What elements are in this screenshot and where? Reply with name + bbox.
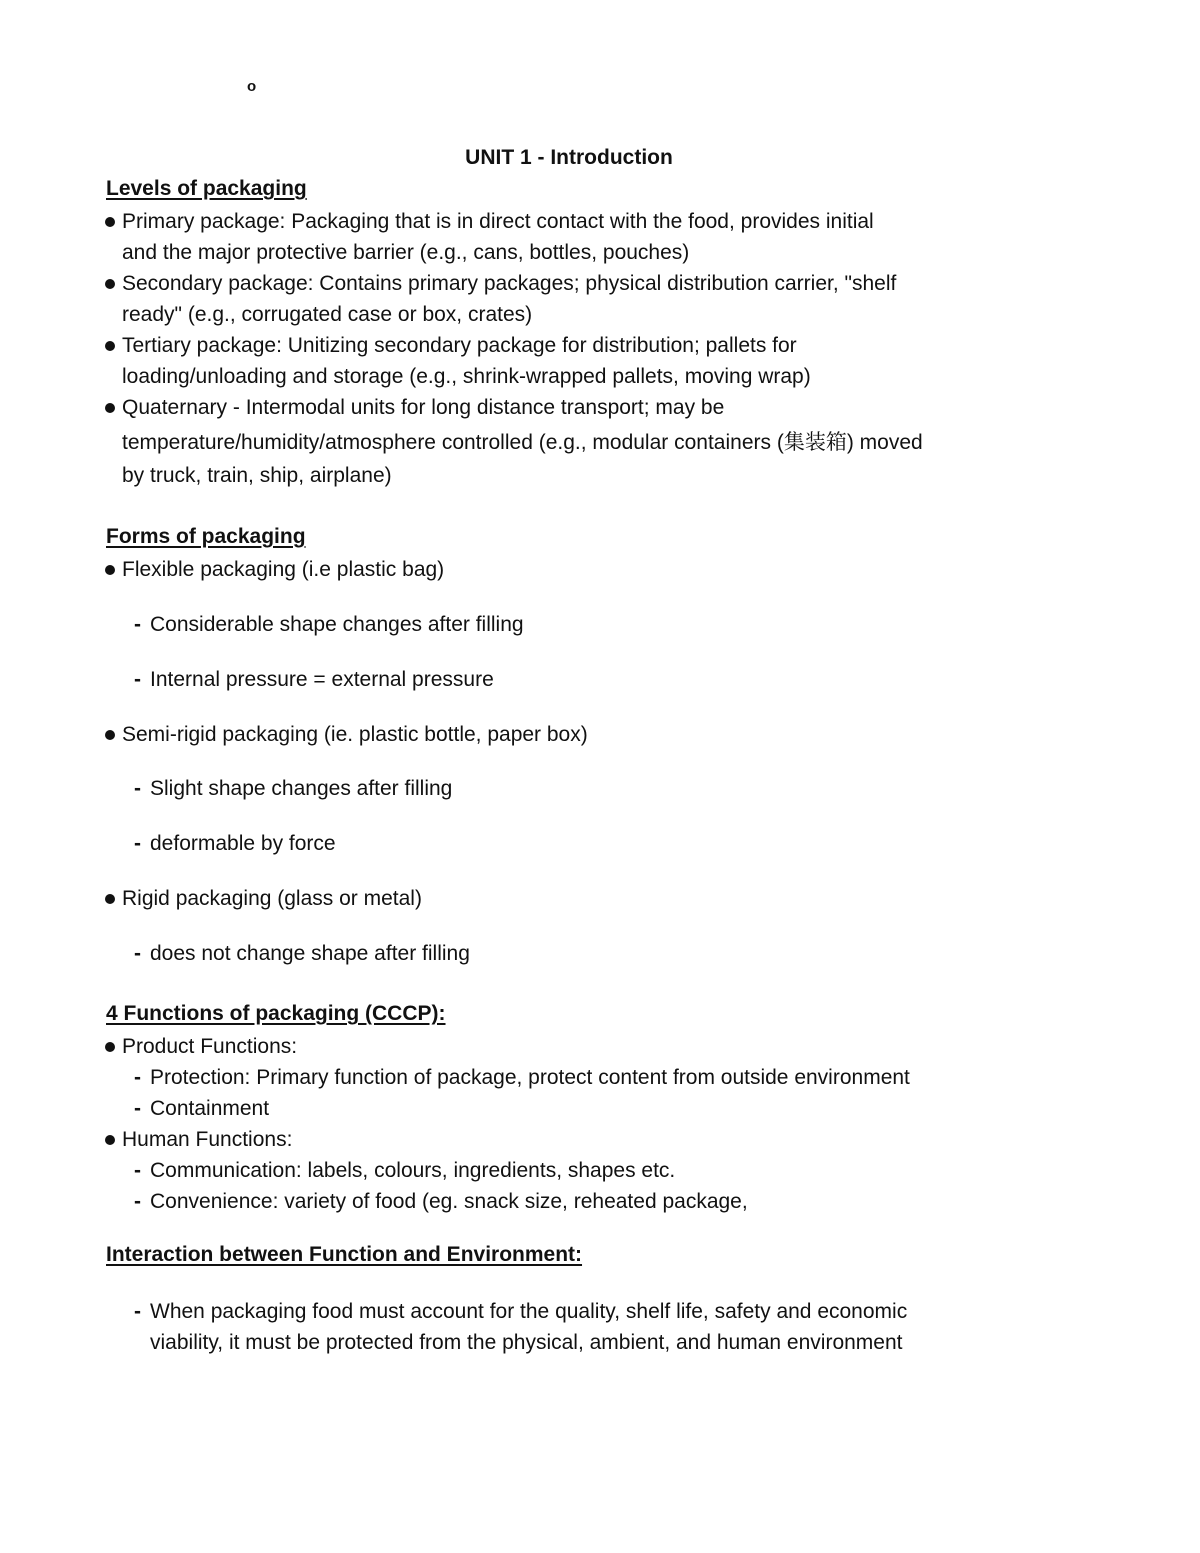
dash-icon: - [134,1300,141,1323]
dash-icon: - [134,777,141,800]
section-heading-levels: Levels of packaging [106,177,307,200]
functions-item-product: Product Functions: [122,1035,298,1058]
bullet-icon [105,894,115,904]
page-title: UNIT 1 - Introduction [465,146,673,169]
functions-item-human: Human Functions: [122,1128,293,1151]
bullet-icon [105,279,115,289]
functions-human-sub-1: Communication: labels, colours, ingredients, shapes etc. [150,1159,676,1182]
section-heading-forms: Forms of packaging [106,525,306,548]
section-heading-functions: 4 Functions of packaging (CCCP): [106,1002,446,1025]
forms-flexible-sub-2: Internal pressure = external pressure [150,668,494,691]
functions-product-sub-2: Containment [150,1097,270,1120]
levels-item-quaternary-line-2: temperature/humidity/atmosphere controlled (e.g., modular containers (集装箱) moved [122,431,923,454]
forms-item-semi-rigid: Semi-rigid packaging (ie. plastic bottle, paper box) [122,723,588,746]
dash-icon: - [134,942,141,965]
dash-icon: - [134,1159,141,1182]
levels-item-quaternary-line-1: Quaternary - Intermodal units for long distance transport; may be [122,396,725,419]
forms-flexible-sub-1: Considerable shape changes after filling [150,613,524,636]
bullet-icon [105,565,115,575]
interaction-line-1: When packaging food must account for the quality, shelf life, safety and economic [150,1300,908,1323]
bullet-icon [105,1042,115,1052]
levels-item-quaternary-line-3: by truck, train, ship, airplane) [122,464,392,487]
bullet-icon [105,341,115,351]
forms-item-rigid: Rigid packaging (glass or metal) [122,887,422,910]
levels-item-tertiary-line-2: loading/unloading and storage (e.g., shrink-wrapped pallets, moving wrap) [122,365,811,388]
levels-item-primary-line-1: Primary package: Packaging that is in direct contact with the food, provides initial [122,210,874,233]
dash-icon: - [134,1097,141,1120]
forms-item-flexible: Flexible packaging (i.e plastic bag) [122,558,445,581]
dash-icon: - [134,1190,141,1213]
levels-item-secondary-line-1: Secondary package: Contains primary packages; physical distribution carrier, "shelf [122,272,897,295]
bullet-icon [105,217,115,227]
forms-semi-rigid-sub-1: Slight shape changes after filling [150,777,453,800]
bullet-icon [105,403,115,413]
forms-rigid-sub-1: does not change shape after filling [150,942,470,965]
section-heading-interaction: Interaction between Function and Environment: [106,1243,583,1266]
interaction-line-2: viability, it must be protected from the physical, ambient, and human environment [150,1331,903,1354]
dash-icon: - [134,613,141,636]
dash-icon: - [134,668,141,691]
levels-item-primary-line-2: and the major protective barrier (e.g., cans, bottles, pouches) [122,241,690,264]
levels-item-secondary-line-2: ready" (e.g., corrugated case or box, crates) [122,303,533,326]
functions-human-sub-2: Convenience: variety of food (eg. snack size, reheated package, [150,1190,748,1213]
forms-semi-rigid-sub-2: deformable by force [150,832,336,855]
levels-item-tertiary-line-1: Tertiary package: Unitizing secondary package for distribution; pallets for [122,334,797,357]
dash-icon: - [134,1066,141,1089]
bullet-icon [105,730,115,740]
functions-product-sub-1: Protection: Primary function of package, protect content from outside environment [150,1066,910,1089]
stray-mark: o [247,78,257,95]
bullet-icon [105,1135,115,1145]
dash-icon: - [134,832,141,855]
